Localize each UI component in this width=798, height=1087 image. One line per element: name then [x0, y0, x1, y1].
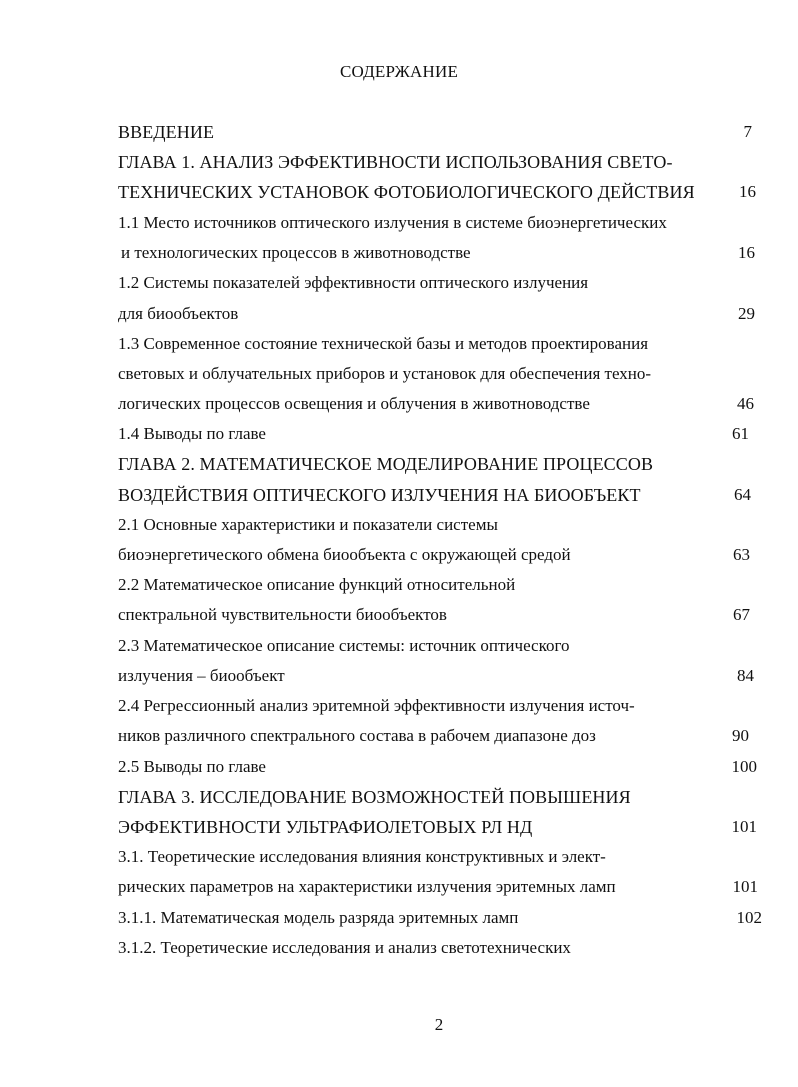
toc-line: 2.2 Математическое описание функций относительной [118, 575, 516, 594]
toc-line: 1.4 Выводы по главе [118, 424, 266, 443]
toc-page-number: 102 [736, 908, 762, 927]
toc-page-number: 101 [732, 877, 758, 896]
toc-page-number: 46 [737, 394, 754, 413]
page-title: СОДЕРЖАНИЕ [339, 62, 459, 81]
toc-line: ТЕХНИЧЕСКИХ УСТАНОВОК ФОТОБИОЛОГИЧЕСКОГО ДЕЙСТВИЯ [118, 182, 695, 202]
toc-line: ГЛАВА 1. АНАЛИЗ ЭФФЕКТИВНОСТИ ИСПОЛЬЗОВАНИЯ СВЕТО- [118, 152, 673, 172]
toc-page-number: 64 [734, 485, 751, 504]
toc-line: световых и облучательных приборов и установок для обеспечения техно- [118, 364, 652, 383]
toc-page-number: 90 [732, 726, 749, 745]
toc-line: ЭФФЕКТИВНОСТИ УЛЬТРАФИОЛЕТОВЫХ РЛ НД [118, 817, 533, 837]
toc-line: спектральной чувствительности биообъектов [118, 605, 447, 624]
toc-line: ВОЗДЕЙСТВИЯ ОПТИЧЕСКОГО ИЗЛУЧЕНИЯ НА БИООБЪЕКТ [118, 485, 641, 505]
toc-line: 3.1.2. Теоретические исследования и анализ светотехнических [118, 938, 571, 957]
toc-line: биоэнергетического обмена биообъекта с окружающей средой [118, 545, 571, 564]
toc-page-number: 7 [743, 122, 752, 141]
toc-page-number: 100 [731, 757, 757, 776]
toc-line: 1.2 Системы показателей эффективности оптического излучения [118, 273, 589, 292]
toc-page-number: 101 [731, 817, 757, 836]
page-number: 2 [434, 1015, 444, 1034]
toc-line: ников различного спектрального состава в рабочем диапазоне доз [118, 726, 596, 745]
toc-page-number: 16 [739, 182, 756, 201]
toc-line: и технологических процессов в животноводстве [121, 243, 471, 262]
toc-line: ГЛАВА 3. ИССЛЕДОВАНИЕ ВОЗМОЖНОСТЕЙ ПОВЫШЕНИЯ [118, 787, 631, 807]
toc-line: 3.1.1. Математическая модель разряда эритемных ламп [118, 908, 519, 927]
toc-line: для биообъектов [118, 304, 239, 323]
toc-page-number: 16 [738, 243, 755, 262]
toc-line: ВВЕДЕНИЕ [118, 122, 215, 142]
toc-line: 2.3 Математическое описание системы: источник оптического [118, 636, 570, 655]
toc-line: ГЛАВА 2. МАТЕМАТИЧЕСКОЕ МОДЕЛИРОВАНИЕ ПРОЦЕССОВ [118, 454, 654, 474]
toc-line: 1.1 Место источников оптического излучения в системе биоэнергетических [118, 213, 667, 232]
toc-page-number: 67 [733, 605, 750, 624]
toc-line: 2.5 Выводы по главе [118, 757, 266, 776]
toc-line: 1.3 Современное состояние технической базы и методов проектирования [118, 334, 649, 353]
toc-line: 2.1 Основные характеристики и показатели системы [118, 515, 498, 534]
toc-line: излучения – биообъект [118, 666, 285, 685]
toc-line: 3.1. Теоретические исследования влияния конструктивных и элект- [118, 847, 606, 866]
toc-page-number: 61 [732, 424, 749, 443]
toc-page-number: 84 [737, 666, 754, 685]
toc-line: 2.4 Регрессионный анализ эритемной эффективности излучения источ- [118, 696, 635, 715]
toc-page-number: 29 [738, 304, 755, 323]
toc-line: логических процессов освещения и облучения в животноводстве [118, 394, 590, 413]
toc-page-number: 63 [733, 545, 750, 564]
toc-line: рических параметров на характеристики излучения эритемных ламп [118, 877, 616, 896]
